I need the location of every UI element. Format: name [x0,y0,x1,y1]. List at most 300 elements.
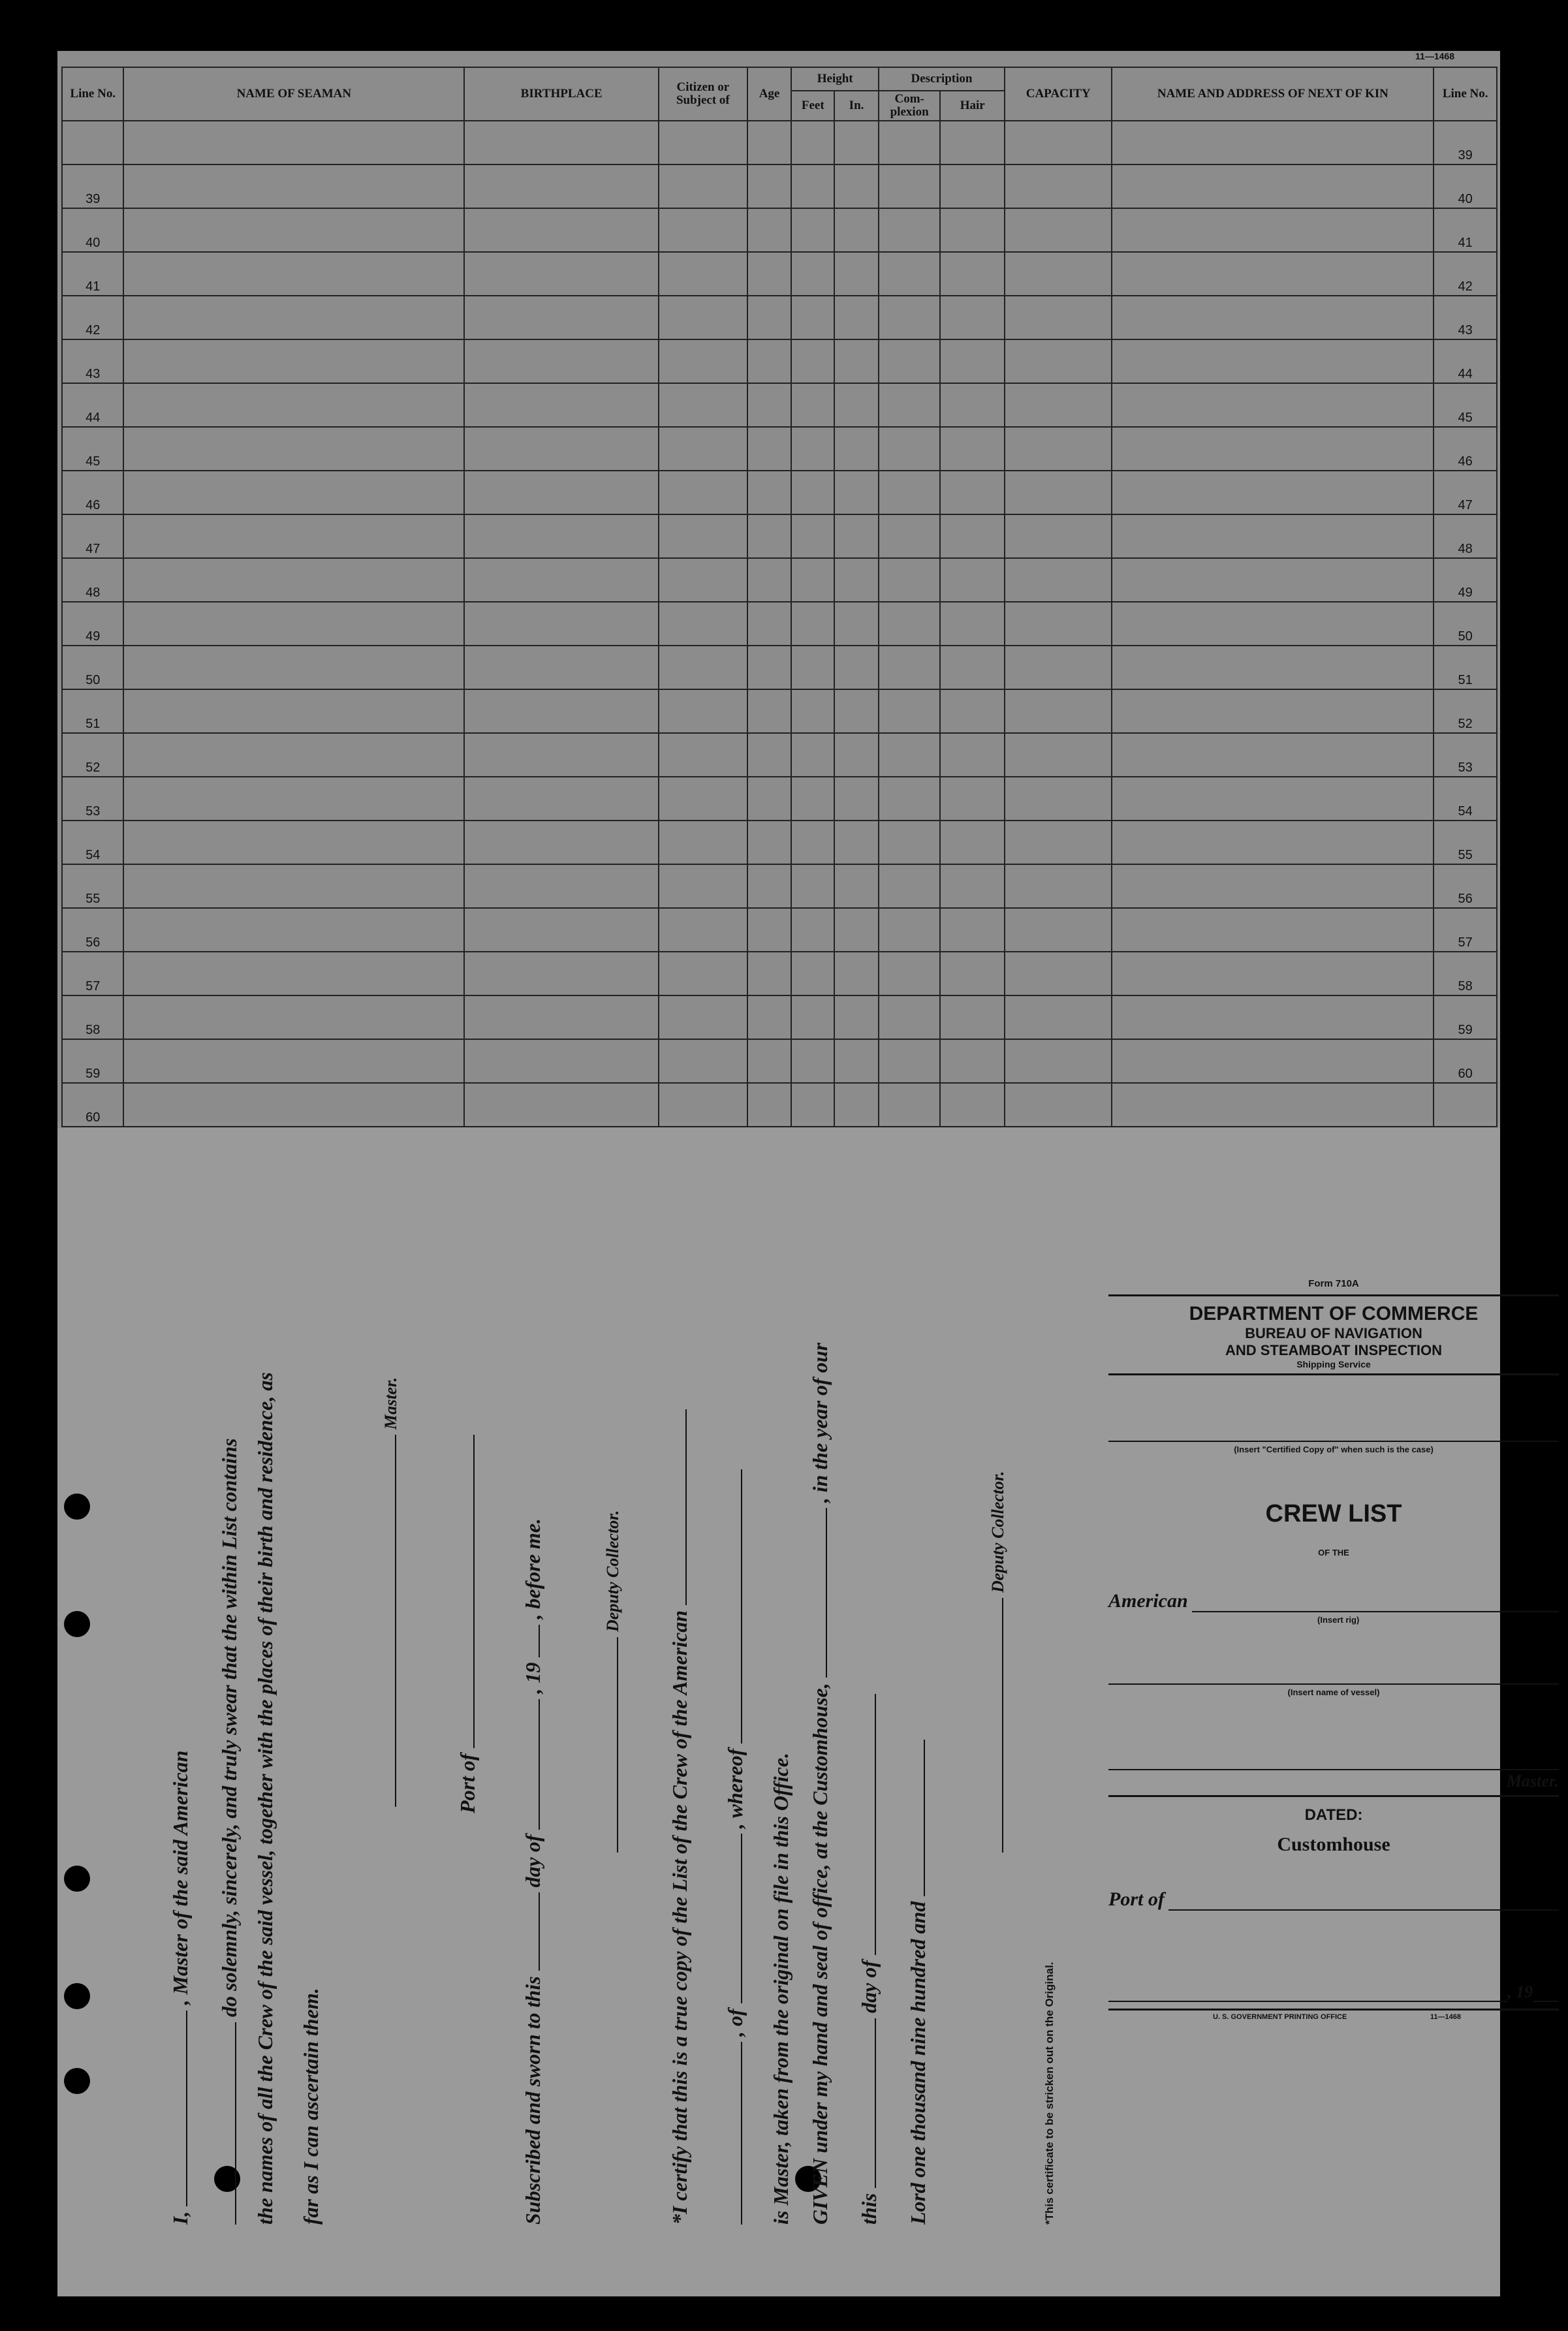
table-cell[interactable] [834,689,879,733]
table-cell[interactable] [940,383,1005,427]
table-cell[interactable] [791,1083,834,1127]
header-feet: Feet [791,91,834,121]
table-row [62,427,1497,471]
table-cell[interactable] [1112,208,1434,252]
table-cell[interactable] [791,164,834,208]
subscribed-day-blank[interactable] [522,1892,540,1971]
table-cell[interactable] [747,558,792,602]
table-cell[interactable] [940,646,1005,689]
table-cell[interactable] [747,383,792,427]
table-cell[interactable] [879,864,940,908]
cover-year-blank[interactable] [1533,2001,1559,2002]
table-row [62,864,1497,908]
table-cell[interactable] [1005,339,1112,383]
table-cell[interactable] [791,471,834,514]
cover-code: 11—1468 [1430,2013,1461,2021]
rig-blank[interactable] [1192,1611,1559,1612]
table-cell[interactable] [1112,908,1434,952]
table-cell[interactable] [464,208,659,252]
table-cell[interactable] [834,427,879,471]
header-hair: Hair [940,91,1005,121]
table-cell[interactable] [747,733,792,777]
table-cell[interactable] [1112,514,1434,558]
table-cell[interactable] [659,1083,747,1127]
table-cell[interactable] [1112,952,1434,995]
table-cell[interactable] [940,602,1005,646]
table-cell[interactable] [1005,514,1112,558]
table-cell[interactable] [1112,164,1434,208]
table-cell[interactable] [123,952,464,995]
table-cell[interactable] [791,121,834,164]
cover-bottom-rule [1108,2009,1559,2010]
table-cell[interactable] [123,646,464,689]
certify-customhouse-blank[interactable] [809,1508,827,1678]
oath-line-2 [217,1438,242,2225]
table-cell[interactable] [747,208,792,252]
table-cell[interactable] [791,208,834,252]
table-cell[interactable] [879,471,940,514]
table-cell[interactable] [747,952,792,995]
table-cell[interactable] [1005,821,1112,864]
table-cell[interactable] [1005,952,1112,995]
table-cell[interactable] [940,952,1005,995]
table-cell[interactable] [123,733,464,777]
table-cell[interactable] [123,995,464,1039]
vessel-name-blank[interactable] [1108,1683,1559,1685]
table-cell[interactable] [464,427,659,471]
certify-blank-c[interactable] [724,1469,742,1744]
table-cell[interactable] [659,646,747,689]
table-cell[interactable] [1112,995,1434,1039]
line-number-left: 56 [62,908,123,952]
table-cell[interactable] [834,339,879,383]
table-cell[interactable] [659,1039,747,1083]
line-number-left: 60 [62,1083,123,1127]
table-cell[interactable] [659,995,747,1039]
table-cell[interactable] [1005,208,1112,252]
table-cell[interactable] [464,821,659,864]
table-cell[interactable] [464,339,659,383]
table-row [62,821,1497,864]
table-cell[interactable] [747,689,792,733]
master-signature-line[interactable] [378,1435,396,1807]
table-cell[interactable] [940,821,1005,864]
table-cell[interactable] [1112,689,1434,733]
table-cell[interactable] [940,689,1005,733]
table-cell[interactable] [879,689,940,733]
table-cell[interactable] [123,296,464,339]
table-cell[interactable] [879,296,940,339]
certify-blank-a[interactable] [724,2042,742,2225]
table-cell[interactable] [123,908,464,952]
table-cell[interactable] [940,339,1005,383]
table-cell[interactable] [659,208,747,252]
table-cell[interactable] [940,1039,1005,1083]
table-cell[interactable] [464,689,659,733]
table-cell[interactable] [834,164,879,208]
table-cell[interactable] [1112,646,1434,689]
table-cell[interactable] [747,296,792,339]
table-cell[interactable] [747,864,792,908]
certified-blank[interactable] [1108,1441,1559,1442]
table-cell[interactable] [1112,296,1434,339]
table-cell[interactable] [1005,164,1112,208]
table-cell[interactable] [123,821,464,864]
table-cell[interactable] [659,952,747,995]
table-cell[interactable] [659,252,747,296]
table-cell[interactable] [1112,1039,1434,1083]
table-cell[interactable] [659,689,747,733]
table-cell[interactable] [1005,427,1112,471]
certify-line-2 [723,1469,747,2225]
table-row [62,208,1497,252]
table-cell[interactable] [834,646,879,689]
table-cell[interactable] [940,777,1005,821]
table-cell[interactable] [123,602,464,646]
certify-year-blank[interactable] [907,1740,925,1896]
table-cell[interactable] [747,164,792,208]
line-number-right: 43 [1434,296,1497,339]
table-cell[interactable] [1005,777,1112,821]
subscribed-day-of: day of [521,1834,544,1888]
table-cell[interactable] [464,777,659,821]
table-cell[interactable] [879,952,940,995]
table-cell[interactable] [464,383,659,427]
table-cell[interactable] [940,733,1005,777]
table-cell[interactable] [791,339,834,383]
punch-hole [64,1611,90,1637]
table-cell[interactable] [659,121,747,164]
table-cell[interactable] [791,646,834,689]
table-cell[interactable] [791,296,834,339]
table-cell[interactable] [464,514,659,558]
table-cell[interactable] [791,689,834,733]
table-cell[interactable] [940,208,1005,252]
line-number-right [1434,1083,1497,1127]
table-cell[interactable] [834,471,879,514]
header-description: Description [879,67,1005,91]
table-cell[interactable] [940,558,1005,602]
table-cell[interactable] [879,339,940,383]
line-number-right: 60 [1434,1039,1497,1083]
table-cell[interactable] [659,427,747,471]
table-cell[interactable] [659,471,747,514]
cover-year-label: , 19 [1507,1982,1533,2001]
table-cell[interactable] [464,296,659,339]
table-cell[interactable] [940,121,1005,164]
table-cell[interactable] [1005,383,1112,427]
table-cell[interactable] [123,558,464,602]
table-cell[interactable] [464,864,659,908]
table-cell[interactable] [659,908,747,952]
table-cell[interactable] [747,821,792,864]
master-blank[interactable] [1108,1769,1559,1770]
table-cell[interactable] [659,602,747,646]
table-cell[interactable] [464,164,659,208]
table-cell[interactable] [747,908,792,952]
table-cell[interactable] [1005,121,1112,164]
certify-deputy-line[interactable] [985,1598,1003,1853]
table-cell[interactable] [834,995,879,1039]
table-cell[interactable] [659,339,747,383]
table-cell[interactable] [879,1039,940,1083]
crew-table [61,67,1497,1127]
table-cell[interactable] [791,602,834,646]
table-cell[interactable] [879,1083,940,1127]
table-cell[interactable] [791,864,834,908]
table-cell[interactable] [1005,908,1112,952]
table-cell[interactable] [1005,733,1112,777]
table-cell[interactable] [1112,383,1434,427]
table-cell[interactable] [464,471,659,514]
line-number-left: 49 [62,602,123,646]
line-number-right: 55 [1434,821,1497,864]
table-cell[interactable] [659,383,747,427]
table-cell[interactable] [1005,471,1112,514]
table-cell[interactable] [791,908,834,952]
certify-day-blank[interactable] [858,2018,876,2188]
oath-name-blank[interactable] [169,2010,187,2206]
table-cell[interactable] [791,777,834,821]
table-cell[interactable] [879,208,940,252]
table-cell[interactable] [123,252,464,296]
header-citizen: Citizen or Subject of [659,67,747,121]
oath-deputy-signature [599,1510,623,1853]
table-cell[interactable] [879,602,940,646]
table-cell[interactable] [879,777,940,821]
dated-label: DATED: [1304,1806,1363,1824]
table-cell[interactable] [659,777,747,821]
table-cell[interactable] [123,427,464,471]
table-cell[interactable] [1005,689,1112,733]
table-cell[interactable] [747,1083,792,1127]
table-cell[interactable] [879,646,940,689]
table-cell[interactable] [940,252,1005,296]
table-cell[interactable] [123,864,464,908]
line-number-right: 44 [1434,339,1497,383]
table-cell[interactable] [879,908,940,952]
table-cell[interactable] [123,164,464,208]
table-cell[interactable] [834,777,879,821]
header-next-of-kin: NAME AND ADDRESS OF NEXT OF KIN [1112,67,1434,121]
table-cell[interactable] [791,427,834,471]
table-cell[interactable] [747,252,792,296]
table-cell[interactable] [834,1083,879,1127]
line-number-left: 40 [62,208,123,252]
table-row [62,1039,1497,1083]
table-cell[interactable] [464,733,659,777]
table-cell[interactable] [123,689,464,733]
table-cell[interactable] [879,558,940,602]
table-cell[interactable] [123,1083,464,1127]
table-cell[interactable] [747,514,792,558]
oath-port-blank[interactable] [456,1435,475,1748]
table-cell[interactable] [1005,864,1112,908]
table-cell[interactable] [659,164,747,208]
line-number-right: 56 [1434,864,1497,908]
table-cell[interactable] [464,1083,659,1127]
table-cell[interactable] [1005,1083,1112,1127]
table-cell[interactable] [791,995,834,1039]
table-cell[interactable] [879,995,940,1039]
table-cell[interactable] [791,952,834,995]
table-cell[interactable] [834,908,879,952]
table-cell[interactable] [1112,558,1434,602]
cover-master-label: Master. [1506,1772,1559,1791]
table-cell[interactable] [659,296,747,339]
line-number-right: 51 [1434,646,1497,689]
certify-vessel-blank[interactable] [668,1409,687,1605]
table-cell[interactable] [834,952,879,995]
table-cell[interactable] [791,252,834,296]
certify-deputy-signature [984,1471,1009,1853]
table-cell[interactable] [464,995,659,1039]
table-cell[interactable] [834,514,879,558]
table-cell[interactable] [464,908,659,952]
table-cell[interactable] [1112,471,1434,514]
table-cell[interactable] [940,514,1005,558]
table-cell[interactable] [879,733,940,777]
table-cell[interactable] [834,383,879,427]
table-cell[interactable] [747,1039,792,1083]
cover-port-blank[interactable] [1168,1909,1559,1911]
table-cell[interactable] [123,471,464,514]
table-cell[interactable] [940,908,1005,952]
table-cell[interactable] [879,252,940,296]
table-cell[interactable] [1005,995,1112,1039]
table-cell[interactable] [659,733,747,777]
table-row [62,995,1497,1039]
table-cell[interactable] [1112,427,1434,471]
table-cell[interactable] [1112,602,1434,646]
table-cell[interactable] [1112,821,1434,864]
table-cell[interactable] [791,514,834,558]
table-cell[interactable] [747,995,792,1039]
table-cell[interactable] [464,602,659,646]
table-cell[interactable] [123,514,464,558]
insert-certified-note: (Insert "Certified Copy of" when such is the case) [1234,1445,1434,1454]
printer-row [1108,2013,1559,2021]
table-cell[interactable] [940,296,1005,339]
table-cell[interactable] [464,1039,659,1083]
table-cell[interactable] [1112,864,1434,908]
table-cell[interactable] [659,558,747,602]
table-cell[interactable] [1112,1083,1434,1127]
table-cell[interactable] [659,821,747,864]
line-number-right: 39 [1434,121,1497,164]
table-cell[interactable] [1005,558,1112,602]
table-cell[interactable] [1112,733,1434,777]
punch-hole [64,1983,90,2009]
table-cell[interactable] [834,252,879,296]
table-cell[interactable] [1005,1039,1112,1083]
table-cell[interactable] [791,821,834,864]
table-cell[interactable] [834,864,879,908]
table-cell[interactable] [1005,296,1112,339]
table-cell[interactable] [747,777,792,821]
table-cell[interactable] [1005,252,1112,296]
table-cell[interactable] [747,339,792,383]
table-cell[interactable] [791,383,834,427]
table-cell[interactable] [879,164,940,208]
table-cell[interactable] [791,558,834,602]
table-cell[interactable] [879,121,940,164]
table-cell[interactable] [123,208,464,252]
table-cell[interactable] [747,471,792,514]
table-row [62,777,1497,821]
certify-blank-b[interactable] [724,1834,742,2003]
cover-rule-2 [1108,1373,1559,1375]
table-cell[interactable] [747,602,792,646]
table-cell[interactable] [940,427,1005,471]
table-cell[interactable] [1112,777,1434,821]
table-cell[interactable] [659,514,747,558]
table-cell[interactable] [464,252,659,296]
subscribed-year-blank[interactable] [522,1625,540,1657]
table-cell[interactable] [940,864,1005,908]
table-cell[interactable] [659,864,747,908]
table-cell[interactable] [1112,252,1434,296]
cover-date-blank[interactable] [1108,2001,1507,2002]
table-cell[interactable] [123,121,464,164]
table-cell[interactable] [834,296,879,339]
table-cell[interactable] [123,383,464,427]
table-cell[interactable] [464,558,659,602]
table-cell[interactable] [1112,339,1434,383]
table-cell[interactable] [791,733,834,777]
certify-month-blank[interactable] [858,1694,876,1955]
table-cell[interactable] [940,1083,1005,1127]
table-cell[interactable] [834,733,879,777]
table-cell[interactable] [940,471,1005,514]
form-code-top: 11—1468 [1415,51,1454,61]
oath-deputy-line[interactable] [600,1637,618,1853]
table-cell[interactable] [1005,602,1112,646]
table-cell[interactable] [879,514,940,558]
table-cell[interactable] [464,121,659,164]
table-cell[interactable] [834,602,879,646]
table-cell[interactable] [940,995,1005,1039]
table-cell[interactable] [834,558,879,602]
american-rig-row [1108,1590,1559,1612]
table-cell[interactable] [747,121,792,164]
certify-footnote: *This certificate to be stricken out on the Original. [1043,1962,1056,2225]
table-cell[interactable] [1005,646,1112,689]
table-cell[interactable] [879,427,940,471]
table-cell[interactable] [123,339,464,383]
table-cell[interactable] [464,646,659,689]
table-cell[interactable] [834,1039,879,1083]
table-cell[interactable] [123,1039,464,1083]
table-cell[interactable] [747,427,792,471]
table-cell[interactable] [1112,121,1434,164]
table-cell[interactable] [464,952,659,995]
table-cell[interactable] [879,821,940,864]
table-cell[interactable] [834,121,879,164]
table-cell[interactable] [940,164,1005,208]
oath-blank-2[interactable] [218,2022,236,2225]
line-number-left: 50 [62,646,123,689]
line-number-right: 54 [1434,777,1497,821]
table-cell[interactable] [879,383,940,427]
table-cell[interactable] [123,777,464,821]
table-cell[interactable] [834,821,879,864]
table-cell[interactable] [791,1039,834,1083]
table-row [62,733,1497,777]
table-cell[interactable] [747,646,792,689]
table-cell[interactable] [834,208,879,252]
subscribed-month-blank[interactable] [522,1699,540,1830]
